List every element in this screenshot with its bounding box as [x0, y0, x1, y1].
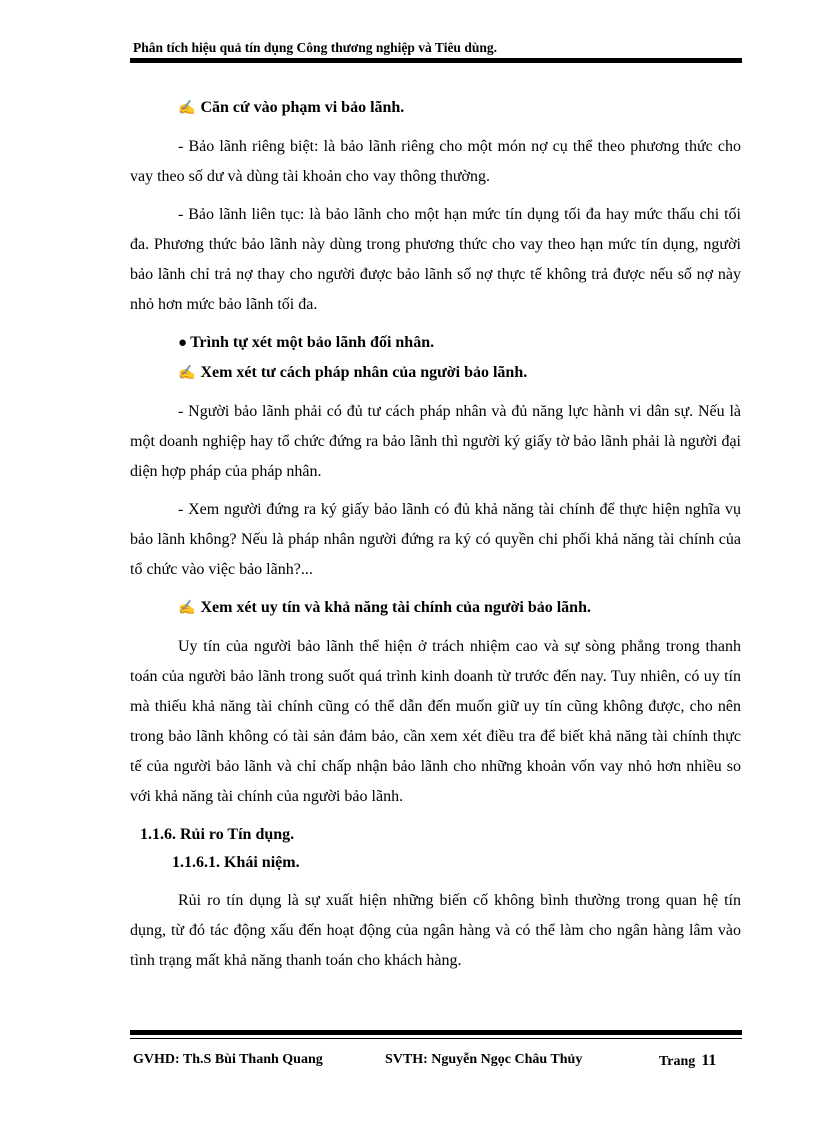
page-header-title: Phân tích hiệu quả tín dụng Công thương nghiệp và Tiêu dùng.	[133, 40, 497, 55]
page-number: 11	[701, 1052, 717, 1069]
footer-rule-thick	[130, 1030, 742, 1035]
dot-bullet-icon: ●	[178, 335, 188, 351]
header-rule	[130, 58, 742, 63]
footer-student: SVTH: Nguyễn Ngọc Châu Thủy	[385, 1052, 583, 1067]
writing-hand-icon: ✍	[178, 601, 196, 616]
risk-paragraph: Rủi ro tín dụng là sự xuất hiện những biến cố không bình thường trong quan hệ tín dụng, từ đó tác động xấu đến hoạt động của ngân hàng và có thể làm cho ngân hàng lâm vào tình trạng mất khả năng thanh toán cho khách hàng.	[130, 892, 741, 969]
writing-hand-icon: ✍	[178, 101, 196, 116]
procedure-heading: ● Trình tự xét một bảo lãnh đối nhân.	[130, 328, 741, 358]
footer-page-label: Trang	[659, 1054, 696, 1069]
footer-page	[659, 1052, 716, 1070]
scope-paragraph-2: - Bảo lãnh liên tục: là bảo lãnh cho một hạn mức tín dụng tối đa hay mức thấu chi tối đa. Phương thức bảo lãnh này dùng trong phương thức cho vay theo hạn mức tín dụng, người bảo lãnh chỉ trả nợ thay cho người được bảo lãnh số nợ thực tế không trả được nếu số nợ này nhỏ hơn mức bảo lãnh tối đa.	[130, 206, 741, 313]
credit-heading: ✍ Xem xét uy tín và khả năng tài chính của người bảo lãnh.	[130, 593, 741, 624]
subsection-heading: 1.1.6.1. Khái niệm.	[172, 854, 300, 871]
footer-rule-thin	[130, 1038, 742, 1039]
legal-paragraph-2: - Xem người đứng ra ký giấy bảo lãnh có đủ khả năng tài chính để thực hiện nghĩa vụ bảo lãnh không? Nếu là pháp nhân người đứng ra ký có quyền chi phối khả năng tài chính của tổ chức vào việc bảo lãnh?...	[130, 501, 741, 578]
scope-paragraph-1: - Bảo lãnh riêng biệt: là bảo lãnh riêng cho một món nợ cụ thể theo phương thức cho vay theo số dư và dùng tài khoản cho vay thông thường.	[130, 138, 741, 185]
page-body	[130, 93, 741, 976]
writing-hand-icon: ✍	[178, 366, 196, 381]
legal-paragraph-1: - Người bảo lãnh phải có đủ tư cách pháp nhân và đủ năng lực hành vi dân sự. Nếu là một doanh nghiệp hay tổ chức đứng ra bảo lãnh thì người ký giấy tờ bảo lãnh phải là người đại diện hợp pháp của pháp nhân.	[130, 403, 741, 480]
scope-heading: ✍ Căn cứ vào phạm vi bảo lãnh.	[130, 93, 741, 124]
legal-heading: ✍ Xem xét tư cách pháp nhân của người bảo lãnh.	[130, 358, 741, 389]
credit-paragraph: Uy tín của người bảo lãnh thể hiện ở trách nhiệm cao và sự sòng phẳng trong thanh toán của người bảo lãnh trong suốt quá trình kinh doanh từ trước đến nay. Tuy nhiên, có uy tín mà thiếu khả năng tài chính cũng có thể dẫn đến muốn giữ uy tín cũng không được, cho nên trong bảo lãnh không có tài sản đảm bảo, cần xem xét điều tra để biết khả năng tài chính thực tế của người bảo lãnh và chỉ chấp nhận bảo lãnh cho những khoản vốn vay nhỏ hơn nhiều so với khả năng tài chính của người bảo lãnh.	[130, 638, 741, 805]
footer-advisor: GVHD: Th.S Bùi Thanh Quang	[133, 1052, 323, 1067]
section-heading: 1.1.6. Rủi ro Tín dụng.	[140, 826, 295, 843]
